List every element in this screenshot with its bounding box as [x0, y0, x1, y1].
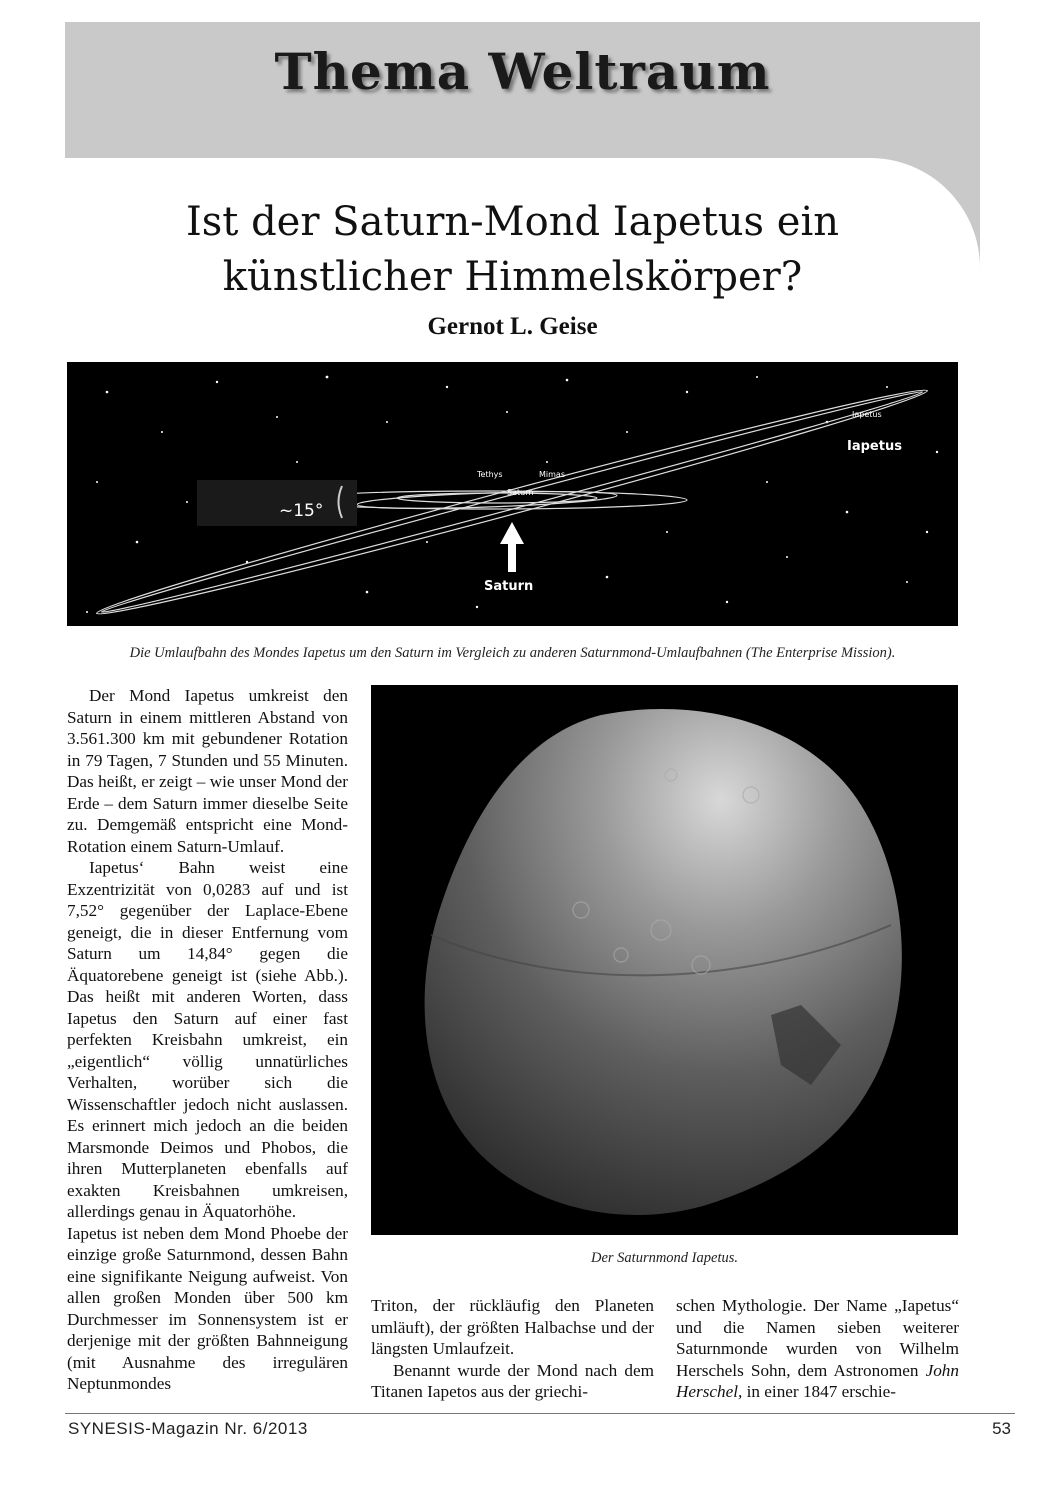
paragraph: Iapetus ist neben dem Mond Phoebe der einzige große Saturnmond, dessen Bahn eine signifikante Neigung aufweist. Von allen großen Monden über 500 km Durchmesser im Sonnensystem ist er derjenige mit der größten Bahnneigung (mit Ausnahme des irregulären Neptunmondes: [67, 1223, 348, 1393]
text-column-1: [67, 685, 348, 1395]
mimas-label: Mimas: [539, 470, 565, 479]
text-run: schen Mythologie. Der Name „Iapetus“ und die Namen sieben weiterer Saturnmonde wurden von Wilhelm Herschels Sohn, dem Astronomen: [676, 1296, 959, 1380]
figure1-caption: Die Umlaufbahn des Mondes Iapetus um den Saturn im Vergleich zu anderen Saturnmond-Umlaufbahnen (The Enterprise Mission).: [129, 645, 896, 661]
tethys-label: Tethys: [477, 470, 503, 479]
paragraph: Der Mond Iapetus umkreist den Saturn in einem mittleren Abstand von 3.561.300 km mit gebundener Rotation in 79 Tagen, 7 Stunden und 55 Minuten. Das heißt, er zeigt – wie unser Mond der Erde – dem Saturn immer dieselbe Seite zu. Demgemäß entspricht eine Mond-Rotation einem Saturn-Umlauf.: [67, 686, 348, 856]
paragraph: Benannt wurde der Mond nach dem Titanen Iapetos aus der griechi-: [371, 1360, 654, 1401]
text-column-3: [676, 1295, 959, 1403]
footer-magazine: SYNESIS-Magazin Nr. 6/2013: [68, 1419, 308, 1438]
text-run: in einer 1847 erschie-: [742, 1382, 897, 1401]
iapetus-photo: [371, 685, 958, 1235]
article-title-line2: künstlicher Himmelskörper?: [222, 254, 803, 300]
article-author: Gernot L. Geise: [427, 313, 598, 340]
iapetus-label: Iapetus: [847, 439, 902, 454]
angle-label-box: [197, 480, 357, 526]
saturn-arrow-icon: [500, 522, 524, 572]
section-title: Thema Weltraum: [274, 42, 771, 101]
footer-divider: [65, 1413, 1015, 1414]
article-title-line1: Ist der Saturn-Mond Iapetus ein: [185, 199, 840, 245]
iapetus-small-label: Iapetus: [852, 410, 882, 419]
angle-label: ~15°: [279, 501, 324, 521]
text-run-italic: John Herschel,: [676, 1360, 959, 1401]
figure2-caption: Der Saturnmond Iapetus.: [590, 1250, 738, 1266]
saturn-label: Saturn: [484, 579, 534, 594]
paragraph: Triton, der rückläufig den Planeten umläuft), der größten Halbachse und der längsten Umlaufzeit.: [371, 1296, 654, 1358]
footer-page-number: 53: [992, 1419, 1011, 1438]
orbit-diagram-image: [67, 362, 958, 626]
text-column-2: [371, 1295, 654, 1403]
saturn-small-label: Saturn: [507, 488, 534, 497]
article-title: [65, 195, 960, 305]
paragraph: Iapetus‘ Bahn weist eine Exzentrizität von 0,0283 auf und ist 7,52° gegenüber der Laplace-Ebene geneigt, die in dieser Entfernung vom Saturn um 14,84° gegen die Äquatorebene geneigt ist (siehe Abb.). Das heißt mit anderen Worten, dass Iapetus den Saturn auf einer fast perfekten Kreisbahn umkreist, ein „eigentlich“ völlig unnatürliches Verhalten, worüber sich die Wissenschaftler jedoch nicht auslassen. Es erinnert mich jedoch an die beiden Marsmonde Deimos und Phobos, die ihren Mutterplaneten ebenfalls auf exakten Kreisbahnen umkreisen, allerdings genau in Äquatorhöhe.: [67, 858, 348, 1221]
moon-body: [425, 709, 902, 1215]
paragraph: [676, 1295, 959, 1403]
